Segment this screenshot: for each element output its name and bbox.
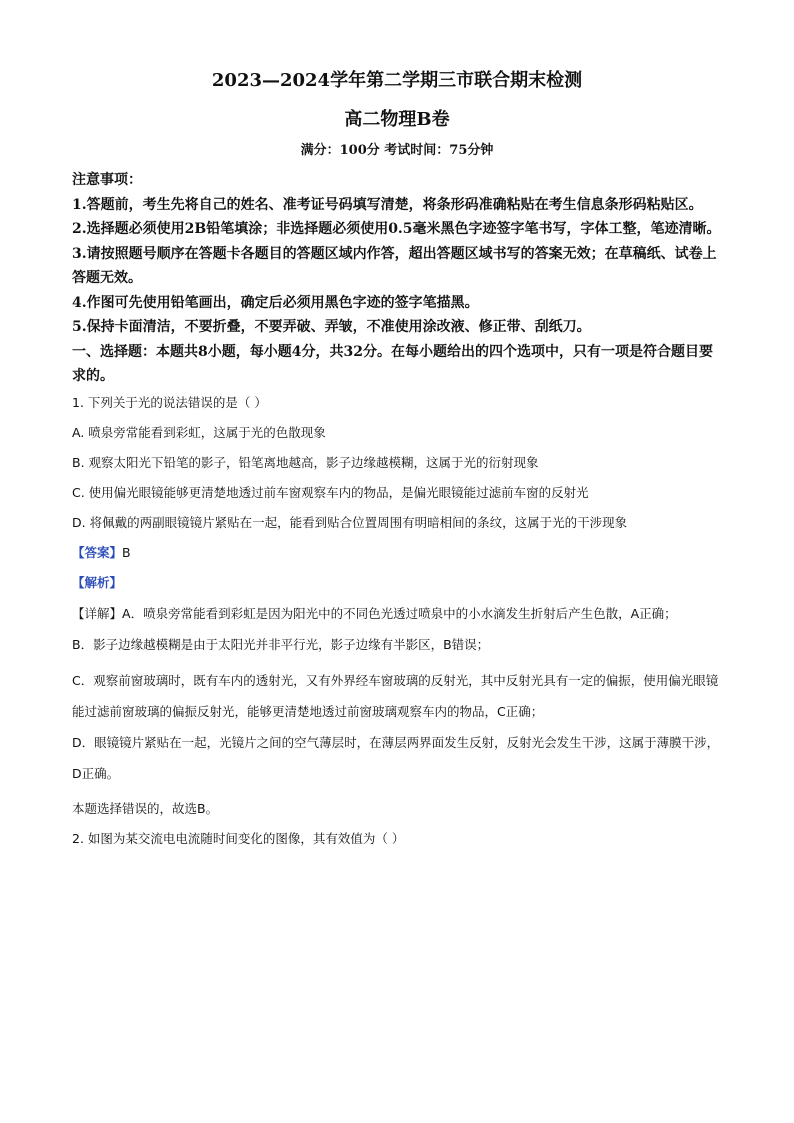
exam-title: 2023—2024学年第二学期三市联合期末检测: [211, 70, 583, 91]
question-2: [72, 820, 722, 849]
notes-section: [72, 168, 722, 340]
note-item: 5.保持卡面清洁，不要折叠，不要弄破、弄皱，不准使用涂改液、修正带、刮纸刀。: [72, 319, 591, 335]
analysis-line: [72, 573, 722, 593]
detail-tag: 【详解】: [72, 605, 123, 621]
answer-value: B: [122, 544, 131, 560]
exam-page: [72, 66, 722, 849]
option-c: C. 使用偏光眼镜能够更清楚地透过前车窗观察车内的物品，是偏光眼镜能过滤前车窗的反射光: [72, 484, 589, 500]
exam-meta: 满分：100分 考试时间：75分钟: [300, 143, 494, 158]
option-a: A. 喷泉旁常能看到彩虹，这属于光的色散现象: [72, 424, 326, 440]
detail-a: 【详解】A．喷泉旁常能看到彩虹是因为阳光中的不同色光透过喷泉中的小水滴发生折射后产生色散，A正确；: [72, 605, 677, 621]
exam-subtitle: 高二物理B卷: [344, 109, 450, 130]
analysis-tag: 【解析】: [72, 574, 123, 590]
note-item: 2.选择题必须使用2B铅笔填涂；非选择题必须使用0.5毫米黑色字迹签字笔书写，字体工整，笔迹清晰。: [72, 221, 721, 237]
note-item: 1.答题前，考生先将自己的姓名、准考证号码填写清楚，将条形码准确粘贴在考生信息条形码粘贴区。: [72, 196, 703, 213]
option-b: B. 观察太阳光下铅笔的影子，铅笔离地越高，影子边缘越模糊，这属于光的衍射现象: [72, 454, 539, 470]
option-d: D. 将佩戴的两副眼镜镜片紧贴在一起，能看到贴合位置周围有明暗相间的条纹，这属于光的干涉现象: [72, 514, 628, 530]
note-item: 3.请按照题号顺序在答题卡各题目的答题区域内作答，超出答题区域书写的答案无效；在草稿纸、试卷上答题无效。: [72, 245, 717, 286]
notes-heading: 注意事项：: [72, 172, 142, 188]
answer-line: [72, 543, 722, 563]
question-stem: 1. 下列关于光的说法错误的是（ ）: [72, 394, 267, 410]
conclusion: 本题选择错误的，故选B。: [72, 800, 219, 816]
detail-b: B．影子边缘越模糊是由于太阳光并非平行光，影子边缘有半影区，B错误；: [72, 636, 490, 652]
note-item: 4.作图可先使用铅笔画出，确定后必须用黑色字迹的签字笔描黑。: [72, 294, 479, 311]
question-1: [72, 393, 722, 820]
detail-d: D．眼镜镜片紧贴在一起，光镜片之间的空气薄层时，在薄层两界面发生反射，反射光会发生干涉，这属于薄膜干涉，D正确。: [72, 734, 720, 781]
section-heading: 一、选择题：本题共8小题，每小题4分，共32分。在每小题给出的四个选项中，只有一项是符合题目要求的。: [72, 343, 713, 384]
answer-tag: 【答案】: [72, 544, 123, 560]
question-stem: 2. 如图为某交流电电流随时间变化的图像，其有效值为（ ）: [72, 830, 405, 846]
detail-c: C．观察前窗玻璃时，既有车内的透射光，又有外界经车窗玻璃的反射光，其中反射光具有一定的偏振，使用偏光眼镜能过滤前窗玻璃的偏振反射光，能够更清楚地透过前窗玻璃观察车内的物品，C正确；: [72, 672, 719, 719]
